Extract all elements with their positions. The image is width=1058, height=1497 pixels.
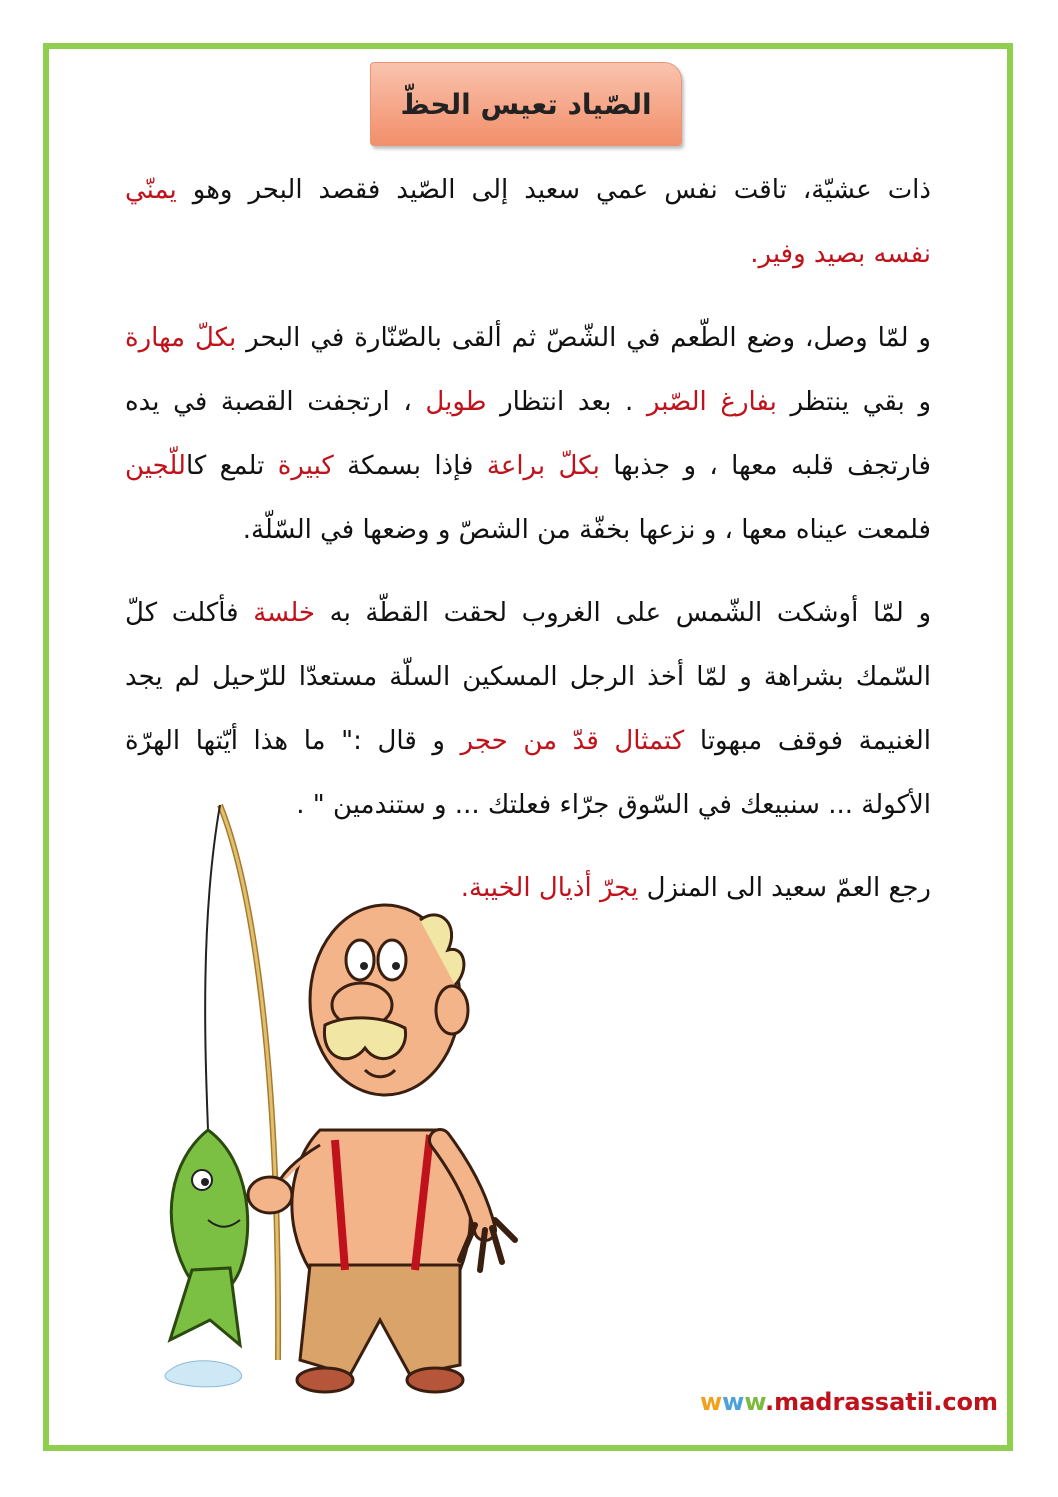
highlighted-phrase: نفسه بصيد وفير.	[750, 239, 931, 269]
text-segment: الأكولة ... سنبيعك في السّوق جرّاء فعلتك ... و ستندمين " .	[296, 790, 931, 820]
paragraph-3	[125, 581, 931, 837]
highlighted-phrase: كبيرة	[277, 451, 334, 481]
text-segment: ، ارتجفت القصبة في يده	[125, 387, 426, 417]
highlighted-phrase: بفارغ الصّبر	[646, 387, 777, 417]
fisherman-illustration	[130, 800, 560, 1410]
text-line	[125, 498, 931, 562]
highlighted-phrase: خلسة	[253, 598, 316, 628]
text-line	[125, 370, 931, 434]
footer-letter-2: w	[722, 1388, 745, 1416]
text-line	[125, 158, 931, 222]
text-segment: و لمّا وصل، وضع الطّعم في الشّصّ ثم ألقى بالصّنّارة في البحر	[236, 323, 931, 353]
highlighted-phrase: بكلّ براعة	[486, 451, 600, 481]
text-line	[125, 709, 931, 773]
footer-domain: .madrassatii.com	[764, 1388, 999, 1416]
text-segment: فارتجف قلبه معها ، و جذبها	[599, 451, 931, 481]
text-segment: فإذا بسمكة	[333, 451, 487, 481]
text-line	[125, 434, 931, 498]
text-line	[125, 645, 931, 709]
text-segment: ذات عشيّة، تاقت نفس عمي سعيد إلى الصّيد فقصد البحر وهو	[176, 175, 931, 205]
text-segment: فأكلت كلّ	[125, 598, 254, 628]
text-line	[125, 222, 931, 286]
title-box	[370, 62, 682, 146]
highlighted-phrase: طويل	[425, 387, 487, 417]
text-segment: الغنيمة فوقف مبهوتا	[684, 726, 932, 756]
highlighted-phrase: للّجين	[125, 451, 186, 481]
text-segment: تلمع كا	[185, 451, 278, 481]
highlighted-phrase: يمنّي	[125, 175, 177, 205]
highlighted-phrase: يجرّ أذيال الخيبة.	[460, 873, 639, 903]
text-line	[125, 581, 931, 645]
fish-icon	[170, 1130, 248, 1345]
text-segment: و بقي ينتظر	[776, 387, 931, 417]
paragraph-1	[125, 158, 931, 286]
text-segment: و لمّا أوشكت الشّمس على الغروب لحقت القطّة به	[315, 598, 931, 628]
highlighted-phrase: كتمثال قدّ من حجر	[460, 726, 685, 756]
fisherman-body	[248, 1130, 515, 1392]
text-segment: . بعد انتظار	[486, 387, 647, 417]
page-title: الصّياد تعيس الحظّ	[400, 87, 652, 121]
footer-letter-1: w	[700, 1388, 723, 1416]
paragraph-2	[125, 306, 931, 562]
text-segment: و قال :" ما هذا أيّتها الهرّة	[125, 726, 461, 756]
text-segment: رجع العمّ سعيد الى المنزل	[638, 873, 931, 903]
website-watermark	[700, 1388, 998, 1416]
highlighted-phrase: بكلّ مهارة	[125, 323, 237, 353]
text-segment: السّمك بشراهة و لمّا أخذ الرجل المسكين السلّة مستعدّا للرّحيل لم يجد	[125, 662, 931, 692]
text-segment: فلمعت عيناه معها ، و نزعها بخفّة من الشصّ و وضعها في السّلّة.	[242, 515, 931, 545]
footer-letter-3: w	[744, 1388, 765, 1416]
text-line	[125, 306, 931, 370]
fisherman-head	[310, 905, 468, 1095]
